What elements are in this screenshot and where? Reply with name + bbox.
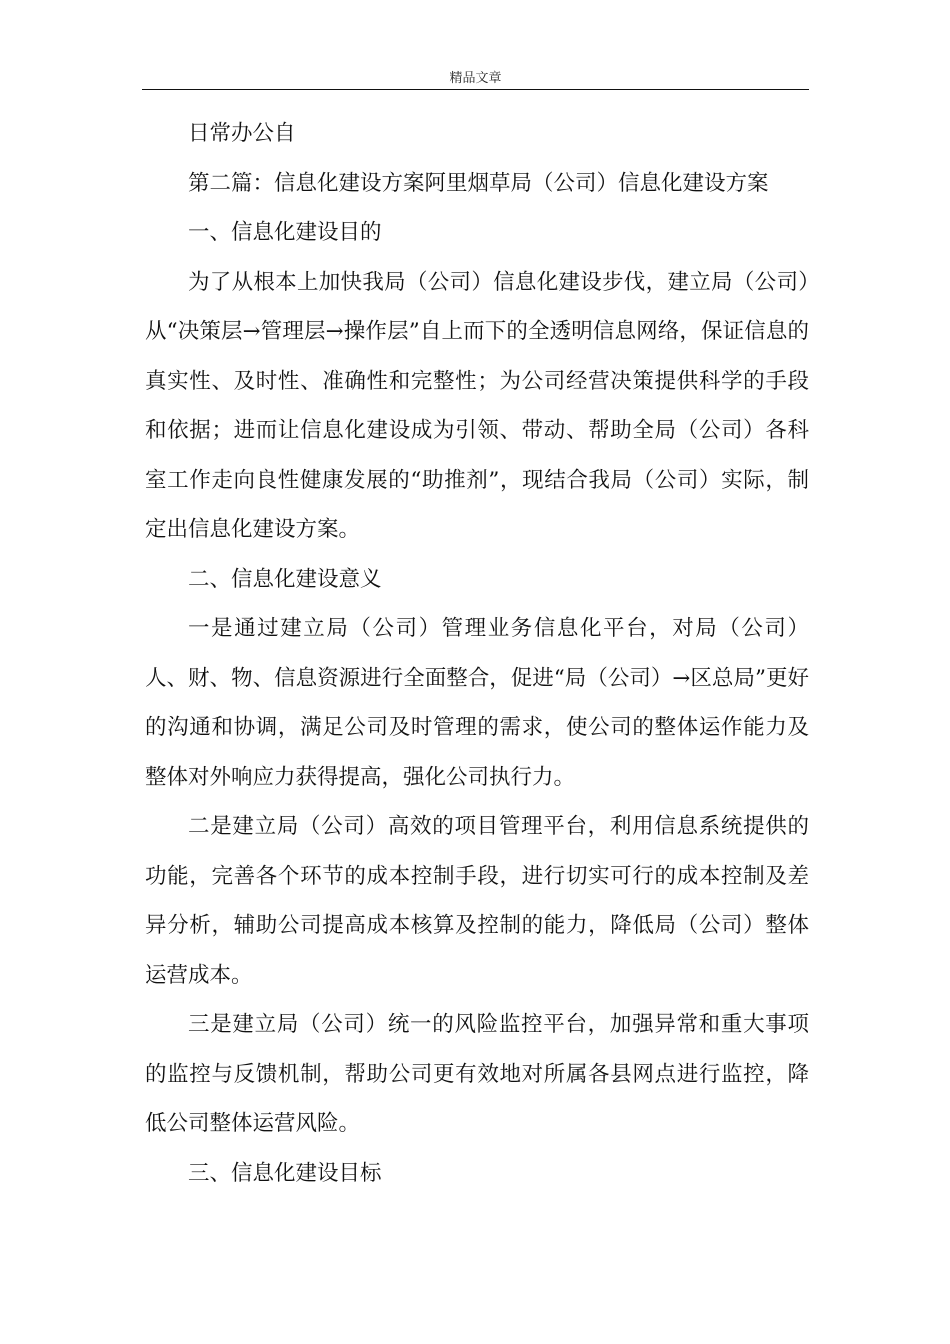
paragraph-intro: 日常办公自 <box>188 121 296 146</box>
body-paragraph: 二是建立局（公司）高效的项目管理平台，利用信息系统提供的功能，完善各个环节的成本控制手段，进行切实可行的成本控制及差异分析，辅助公司提高成本核算及控制的能力，降低局（公司）整体运营成本。 <box>145 814 809 988</box>
section-heading-3: 三、信息化建设目标 <box>188 1160 382 1186</box>
section-heading-2: 二、信息化建设意义 <box>188 566 382 592</box>
document-body <box>145 109 809 1198</box>
page-header: 精品文章 <box>449 71 502 86</box>
article-title: 第二篇：信息化建设方案阿里烟草局（公司）信息化建设方案 <box>188 170 769 196</box>
header-divider <box>142 89 809 90</box>
body-paragraph: 为了从根本上加快我局（公司）信息化建设步伐，建立局（公司）从“决策层→管理层→操作层”自上而下的全透明信息网络，保证信息的真实性、及时性、准确性和完整性；为公司经营决策提供科学的手段和依据；进而让信息化建设成为引领、带动、帮助全局（公司）各科室工作走向良性健康发展的“助推剂”，现结合我局（公司）实际，制定出信息化建设方案。 <box>145 269 809 542</box>
body-paragraph: 三是建立局（公司）统一的风险监控平台，加强异常和重大事项的监控与反馈机制，帮助公司更有效地对所属各县网点进行监控，降低公司整体运营风险。 <box>145 1012 809 1136</box>
body-paragraph: 一是通过建立局（公司）管理业务信息化平台，对局（公司）人、财、物、信息资源进行全面整合，促进“局（公司）→区总局”更好的沟通和协调，满足公司及时管理的需求，使公司的整体运作能力及整体对外响应力获得提高，强化公司执行力。 <box>145 616 809 790</box>
section-heading-1: 一、信息化建设目的 <box>188 220 382 245</box>
